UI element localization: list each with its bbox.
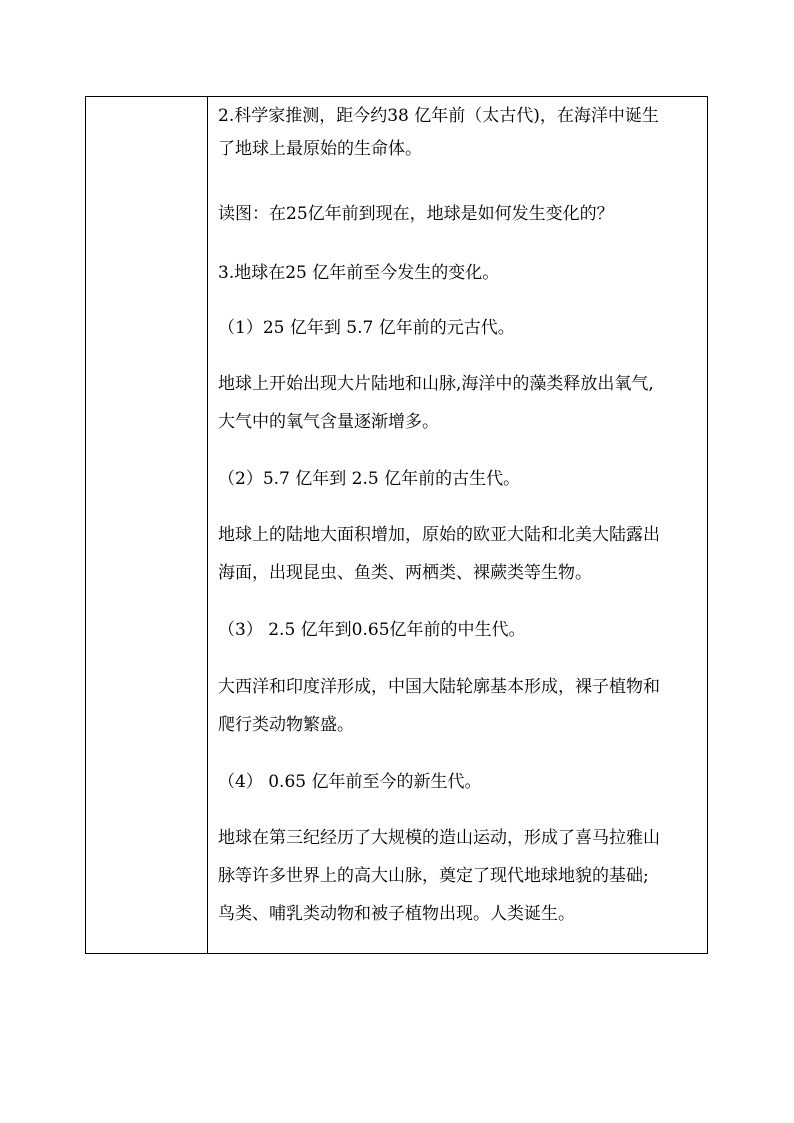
paragraph-line: 大气中的氧气含量逐渐增多。 bbox=[218, 412, 439, 432]
paragraph-line: （2）5.7 亿年到 2.5 亿年前的古生代。 bbox=[218, 469, 521, 489]
paragraph-line: 地球上开始出现大片陆地和山脉,海洋中的藻类释放出氧气, bbox=[218, 374, 654, 394]
table-right-cell bbox=[208, 97, 707, 953]
paragraph-line: 大西洋和印度洋形成，中国大陆轮廓基本形成，裸子植物和 bbox=[218, 677, 660, 697]
paragraph-line: （1）25 亿年到 5.7 亿年前的元古代。 bbox=[218, 318, 515, 338]
paragraph-line: 读图：在25亿年前到现在，地球是如何发生变化的？ bbox=[218, 204, 614, 224]
table-left-cell bbox=[86, 97, 208, 953]
paragraph-line: 了地球上最原始的生命体。 bbox=[218, 139, 422, 159]
paragraph-line: 地球在第三纪经历了大规模的造山运动，形成了喜马拉雅山 bbox=[218, 828, 660, 848]
paragraph-line: 鸟类、哺乳类动物和被子植物出现。人类诞生。 bbox=[218, 904, 575, 924]
content-table bbox=[85, 96, 708, 954]
paragraph-line: （3） 2.5 亿年到0.65亿年前的中生代。 bbox=[218, 620, 526, 640]
paragraph-line: 地球上的陆地大面积增加，原始的欧亚大陆和北美大陆露出 bbox=[218, 525, 660, 545]
paragraph-line: 2.科学家推测，距今约38 亿年前（太古代)，在海洋中诞生 bbox=[218, 106, 659, 126]
paragraph-line: 海面，出现昆虫、鱼类、两栖类、裸蕨类等生物。 bbox=[218, 563, 592, 583]
paragraph-line: 3.地球在25 亿年前至今发生的变化。 bbox=[218, 263, 500, 283]
paragraph-line: （4） 0.65 亿年前至今的新生代。 bbox=[218, 772, 482, 792]
paragraph-line: 脉等许多世界上的高大山脉，奠定了现代地球地貌的基础; bbox=[218, 866, 649, 886]
paragraph-line: 爬行类动物繁盛。 bbox=[218, 715, 354, 735]
